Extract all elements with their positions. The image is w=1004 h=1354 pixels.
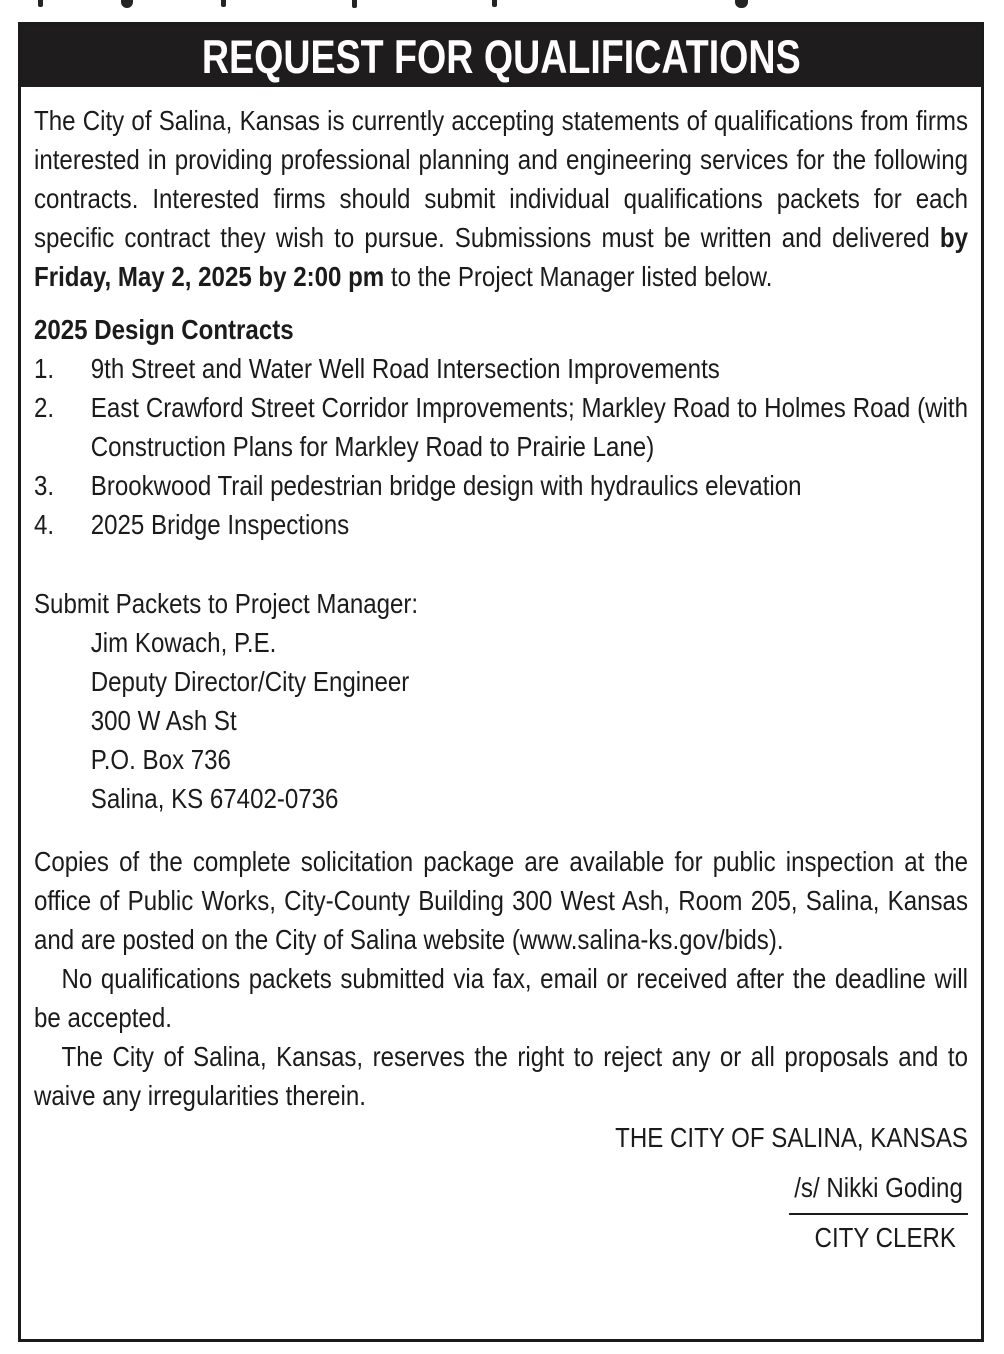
address-line: Jim Kowach, P.E. bbox=[90, 627, 277, 658]
contract-number: 2. bbox=[34, 392, 55, 423]
signature-text: /s/ Nikki Goding bbox=[789, 1171, 968, 1215]
submit-label: Submit Packets to Project Manager: bbox=[34, 588, 419, 619]
address-line: 300 W Ash St bbox=[90, 705, 237, 736]
cropped-text-fragments bbox=[0, 0, 1004, 9]
address-line: P.O. Box 736 bbox=[90, 744, 231, 775]
signer-title: CITY CLERK bbox=[814, 1222, 956, 1253]
cropped-text-fragment bbox=[221, 0, 226, 7]
cropped-text-fragment bbox=[121, 0, 133, 8]
contract-item bbox=[34, 349, 968, 388]
notice-title: REQUEST FOR QUALIFICATIONS bbox=[201, 29, 801, 83]
deadline-text: by Friday, May 2, 2025 by 2:00 pm bbox=[34, 222, 969, 292]
signature-row bbox=[34, 1171, 968, 1215]
address-line: Deputy Director/City Engineer bbox=[90, 666, 410, 697]
contract-text: East Crawford Street Corridor Improvements; Markley Road to Holmes Road (with Construction Plans for Markley Road to Prairie Lane) bbox=[90, 392, 969, 462]
copies-paragraph: Copies of the complete solicitation package are available for public inspection at the office of Public Works, City-County Building 300 West Ash, Room 205, Salina, Kansas and are posted on the City of Salina website (www.salina-ks.gov/bids). bbox=[34, 846, 969, 955]
notice-box bbox=[18, 22, 984, 1342]
contract-text: 2025 Bridge Inspections bbox=[90, 509, 350, 540]
no-fax-paragraph: No qualifications packets submitted via fax, email or received after the deadline will be accepted. bbox=[34, 963, 969, 1033]
contracts-list bbox=[34, 349, 968, 544]
cropped-text-fragment bbox=[735, 0, 748, 8]
notice-header bbox=[21, 25, 981, 87]
notice-body bbox=[21, 87, 981, 1255]
cropped-text-fragment bbox=[352, 0, 357, 8]
contract-item bbox=[34, 388, 968, 466]
contract-item bbox=[34, 505, 968, 544]
contract-item bbox=[34, 466, 968, 505]
contract-number: 4. bbox=[34, 509, 55, 540]
cropped-text-fragment bbox=[38, 0, 43, 7]
project-manager-address bbox=[91, 623, 968, 818]
intro-paragraph bbox=[34, 101, 968, 296]
intro-text-before: The City of Salina, Kansas is currently accepting statements of qualifications from firms interested in providing professional planning and engineering services for the following contracts. Interested firms should submit individual qualifications packets for each specific contract they wish to pursue. Submissions must be written and delivered bbox=[34, 105, 969, 253]
reserves-paragraph: The City of Salina, Kansas, reserves the right to reject any or all proposals and to waive any irregularities therein. bbox=[34, 1041, 969, 1111]
contract-number: 1. bbox=[34, 353, 55, 384]
closing-organization: THE CITY OF SALINA, KANSAS bbox=[615, 1122, 969, 1153]
contracts-heading: 2025 Design Contracts bbox=[34, 314, 294, 345]
contract-text: Brookwood Trail pedestrian bridge design with hydraulics elevation bbox=[90, 470, 802, 501]
contract-text: 9th Street and Water Well Road Intersection Improvements bbox=[90, 353, 720, 384]
intro-text-after: to the Project Manager listed below. bbox=[384, 261, 773, 292]
address-line: Salina, KS 67402-0736 bbox=[90, 783, 339, 814]
contract-number: 3. bbox=[34, 470, 55, 501]
cropped-text-fragment bbox=[492, 0, 497, 7]
